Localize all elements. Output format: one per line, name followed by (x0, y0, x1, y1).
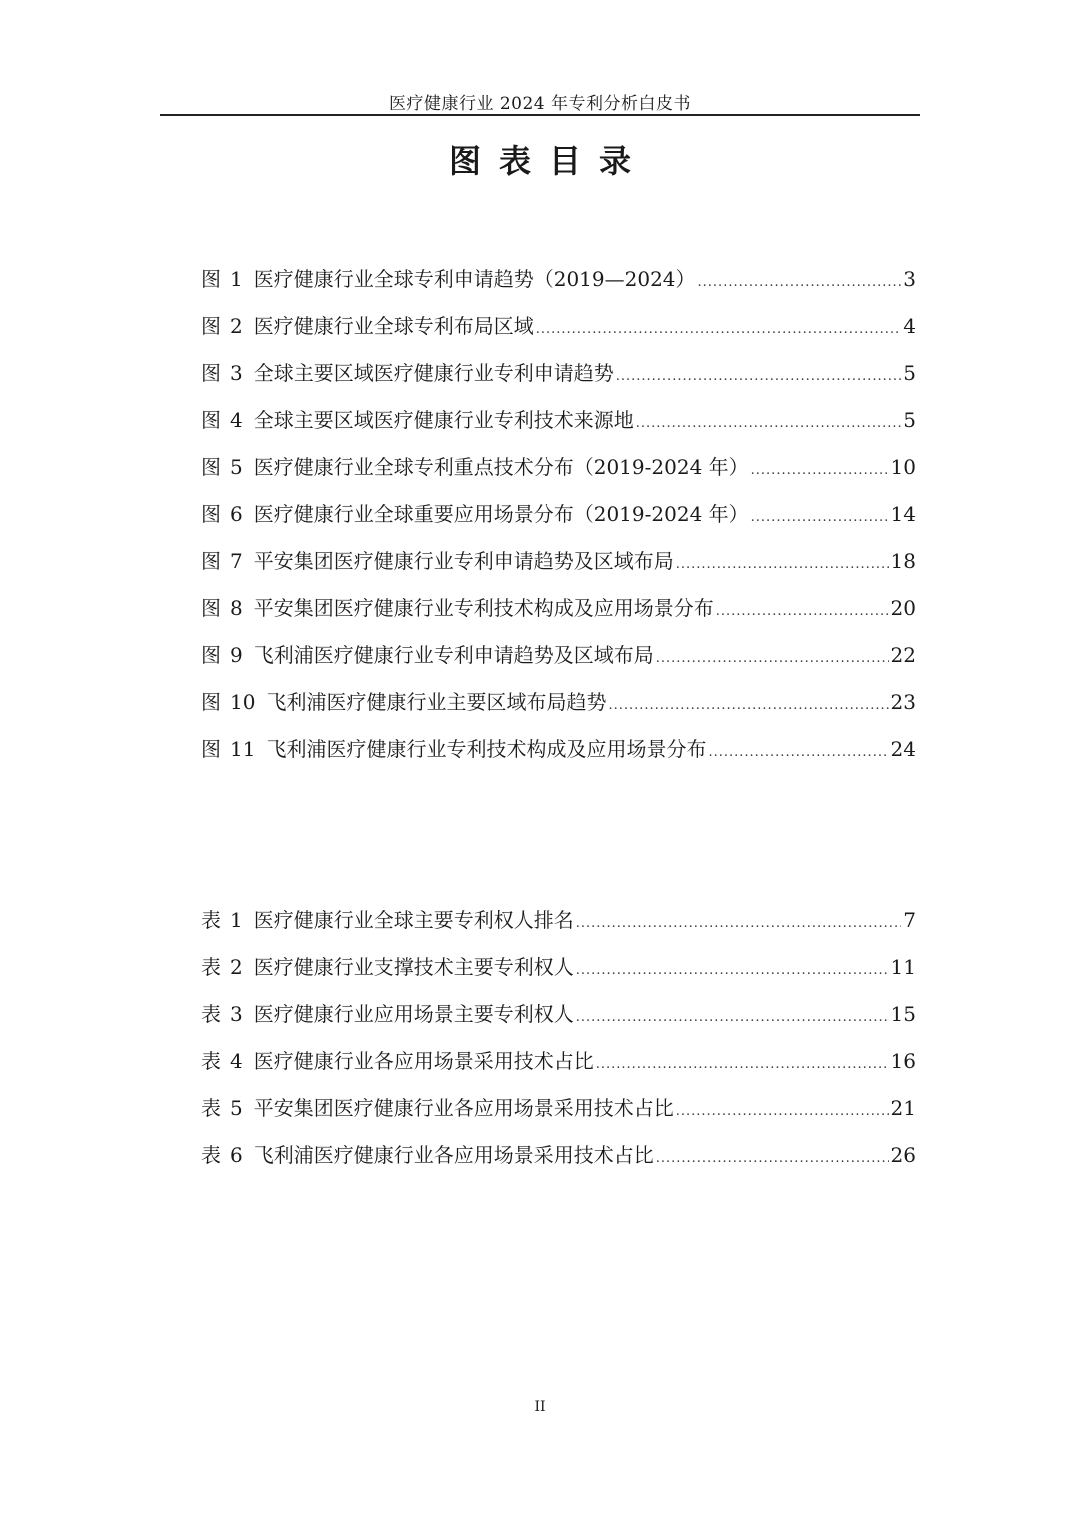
entry-page-number: 14 (890, 502, 916, 526)
figure-entry[interactable] (201, 686, 916, 733)
entry-title: 全球主要区域医疗健康行业专利技术来源地 (253, 408, 634, 432)
entry-number: 1 (230, 267, 243, 291)
entry-page-number: 23 (890, 690, 916, 714)
entry-title: 医疗健康行业全球专利申请趋势（2019—2024） (253, 267, 696, 291)
dot-leader (708, 737, 888, 769)
entry-number: 8 (230, 596, 243, 620)
entry-title: 飞利浦医疗健康行业专利技术构成及应用场景分布 (266, 737, 707, 761)
entry-prefix: 图 (201, 690, 221, 714)
dot-leader (576, 955, 889, 987)
table-entry[interactable] (201, 904, 916, 951)
figure-entry[interactable] (201, 498, 916, 545)
figure-entry[interactable] (201, 592, 916, 639)
dot-leader (536, 314, 902, 346)
entry-number: 6 (230, 1143, 243, 1167)
entry-prefix: 图 (201, 596, 221, 620)
table-entry[interactable] (201, 1092, 916, 1139)
figure-entry[interactable] (201, 263, 916, 310)
entry-title: 平安集团医疗健康行业各应用场景采用技术占比 (253, 1096, 674, 1120)
entry-title: 医疗健康行业应用场景主要专利权人 (253, 1002, 574, 1026)
dot-leader (596, 1049, 889, 1081)
entry-prefix: 图 (201, 549, 221, 573)
entry-number: 10 (230, 690, 256, 714)
entry-page-number: 21 (890, 1096, 916, 1120)
entry-title: 平安集团医疗健康行业专利技术构成及应用场景分布 (253, 596, 714, 620)
running-header: 医疗健康行业 2024 年专利分析白皮书 (388, 94, 692, 114)
dot-leader (608, 690, 888, 722)
figure-entry[interactable] (201, 545, 916, 592)
dot-leader (751, 502, 889, 534)
table-entry[interactable] (201, 951, 916, 998)
header-divider (160, 114, 920, 116)
entry-number: 1 (230, 908, 243, 932)
entry-prefix: 图 (201, 455, 221, 479)
entry-prefix: 图 (201, 643, 221, 667)
entry-number: 11 (230, 737, 256, 761)
entry-prefix: 表 (201, 1049, 221, 1073)
entry-page-number: 5 (903, 408, 916, 432)
entry-prefix: 表 (201, 908, 221, 932)
entry-prefix: 图 (201, 502, 221, 526)
entry-number: 7 (230, 549, 243, 573)
entry-title: 飞利浦医疗健康行业主要区域布局趋势 (266, 690, 607, 714)
entry-page-number: 16 (890, 1049, 916, 1073)
table-list (201, 904, 916, 1186)
entry-number: 3 (230, 1002, 243, 1026)
dot-leader (616, 361, 902, 393)
entry-prefix: 表 (201, 1143, 221, 1167)
dot-leader (656, 1143, 889, 1175)
entry-page-number: 11 (890, 955, 916, 979)
dot-leader (676, 1096, 889, 1128)
entry-title: 医疗健康行业全球重要应用场景分布（2019-2024 年） (253, 502, 749, 526)
entry-page-number: 7 (903, 908, 916, 932)
entry-page-number: 26 (890, 1143, 916, 1167)
entry-number: 2 (230, 314, 243, 338)
dot-leader (751, 455, 889, 487)
figure-entry[interactable] (201, 639, 916, 686)
entry-number: 2 (230, 955, 243, 979)
dot-leader (576, 908, 902, 940)
dot-leader (656, 643, 889, 675)
table-entry[interactable] (201, 998, 916, 1045)
dot-leader (576, 1002, 889, 1034)
entry-page-number: 18 (890, 549, 916, 573)
figure-entry[interactable] (201, 451, 916, 498)
figure-entry[interactable] (201, 733, 916, 780)
entry-prefix: 表 (201, 1002, 221, 1026)
dot-leader (698, 267, 902, 299)
entry-page-number: 24 (890, 737, 916, 761)
entry-title: 平安集团医疗健康行业专利申请趋势及区域布局 (253, 549, 674, 573)
figure-entry[interactable] (201, 310, 916, 357)
entry-prefix: 表 (201, 955, 221, 979)
figure-list (201, 263, 916, 780)
entry-number: 4 (230, 408, 243, 432)
entry-page-number: 15 (890, 1002, 916, 1026)
entry-title: 医疗健康行业全球专利重点技术分布（2019-2024 年） (253, 455, 749, 479)
entry-title: 医疗健康行业各应用场景采用技术占比 (253, 1049, 594, 1073)
entry-title: 飞利浦医疗健康行业专利申请趋势及区域布局 (253, 643, 654, 667)
entry-title: 飞利浦医疗健康行业各应用场景采用技术占比 (253, 1143, 654, 1167)
dot-leader (636, 408, 902, 440)
entry-number: 5 (230, 455, 243, 479)
entry-page-number: 20 (890, 596, 916, 620)
entry-page-number: 3 (903, 267, 916, 291)
entry-prefix: 表 (201, 1096, 221, 1120)
page-title: 图表目录 (448, 142, 649, 180)
entry-title: 医疗健康行业全球专利布局区域 (253, 314, 534, 338)
entry-number: 6 (230, 502, 243, 526)
entry-page-number: 10 (890, 455, 916, 479)
page-number: II (534, 1399, 546, 1415)
entry-prefix: 图 (201, 267, 221, 291)
table-entry[interactable] (201, 1045, 916, 1092)
entry-title: 医疗健康行业支撑技术主要专利权人 (253, 955, 574, 979)
table-entry[interactable] (201, 1139, 916, 1186)
entry-prefix: 图 (201, 314, 221, 338)
entry-page-number: 22 (890, 643, 916, 667)
entry-number: 5 (230, 1096, 243, 1120)
figure-entry[interactable] (201, 357, 916, 404)
entry-page-number: 4 (903, 314, 916, 338)
dot-leader (716, 596, 889, 628)
entry-page-number: 5 (903, 361, 916, 385)
figure-entry[interactable] (201, 404, 916, 451)
dot-leader (676, 549, 889, 581)
entry-prefix: 图 (201, 737, 221, 761)
entry-number: 4 (230, 1049, 243, 1073)
entry-title: 医疗健康行业全球主要专利权人排名 (253, 908, 574, 932)
entry-number: 3 (230, 361, 243, 385)
entry-number: 9 (230, 643, 243, 667)
entry-prefix: 图 (201, 361, 221, 385)
entry-title: 全球主要区域医疗健康行业专利申请趋势 (253, 361, 614, 385)
entry-prefix: 图 (201, 408, 221, 432)
